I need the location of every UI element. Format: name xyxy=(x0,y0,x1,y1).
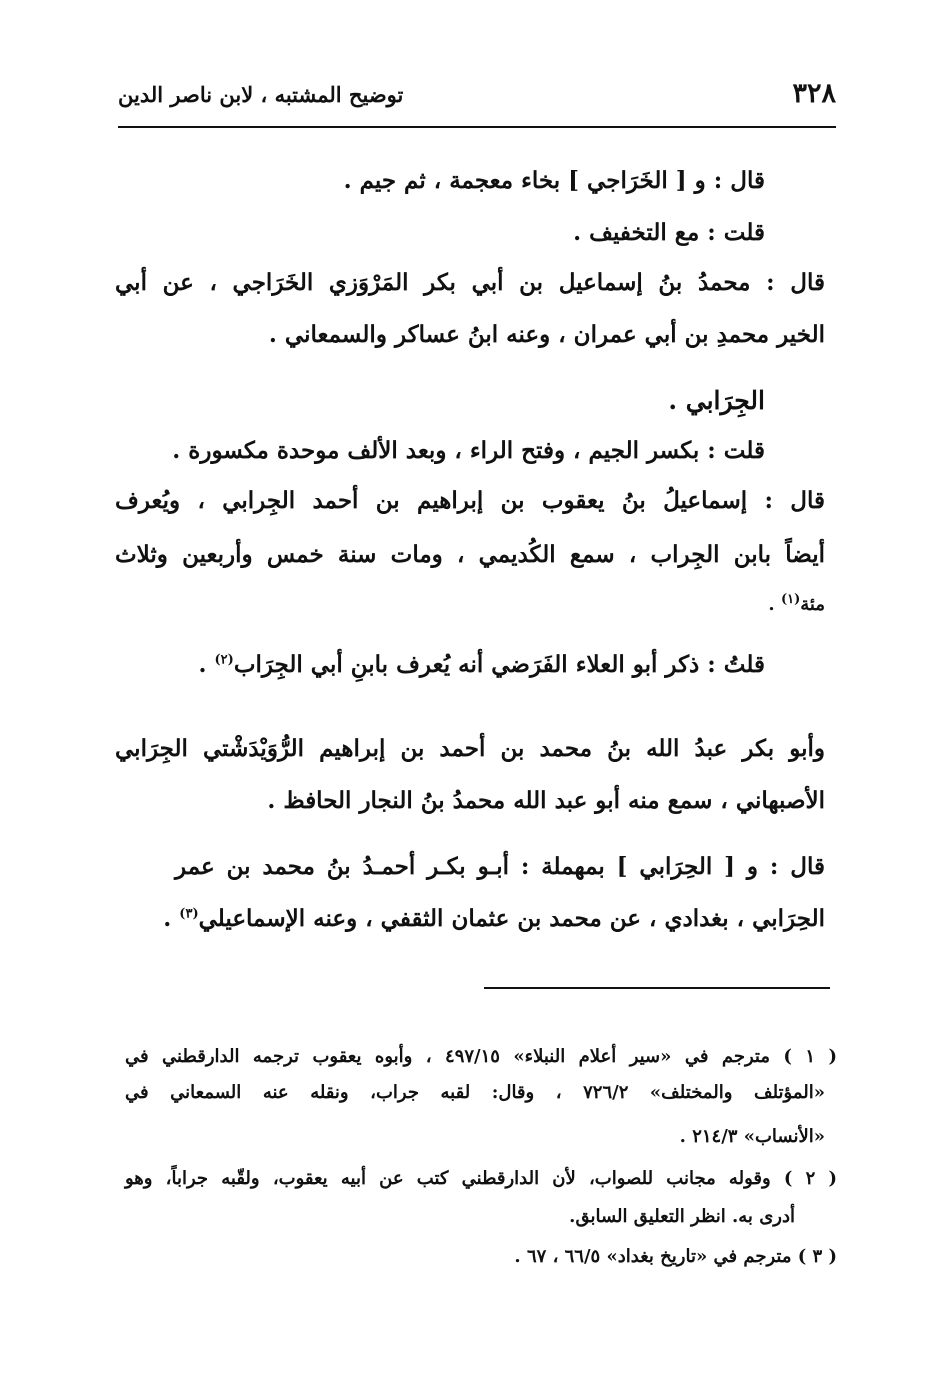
body-line: قال : إسماعيلُ بنُ يعقوب بن إبراهيم بن أحمد الجِرابي ، ويُعرف xyxy=(115,487,825,514)
footnote-rule xyxy=(484,987,830,989)
body-line: قال : و [ الحِرَابي ] بمهملة : أبـو بكـر أحمـدُ بنُ محمد بن عمر xyxy=(175,853,825,880)
body-line: الأصبهاني ، سمع منه أبو عبد الله محمدُ بنُ النجار الحافظ . xyxy=(267,787,825,814)
body-line: قلت : مع التخفيف . xyxy=(573,219,765,246)
running-title: توضيح المشتبه ، لابن ناصر الدين xyxy=(118,82,404,107)
body-line: وأبو بكر عبدُ الله بنُ محمد بن أحمد بن إبراهيم الرُّوَيْدَشْتي الجِرَابي xyxy=(115,735,825,762)
body-line: الخير محمدِ بن أبي عمران ، وعنه ابنُ عساكر والسمعاني . xyxy=(268,321,825,348)
body-line: قال : محمدُ بنُ إسماعيل بن أبي بكر المَرْوَزي الخَرَاجي ، عن أبي xyxy=(115,269,825,296)
body-line: قلت : بكسر الجيم ، وفتح الراء ، وبعد الألف موحدة مكسورة . xyxy=(172,437,765,464)
page-header xyxy=(118,76,836,118)
footnote-line: ( ١ ) مترجم في «سير أعلام النبلاء» ٤٩٧/١٥ ، وأبوه يعقوب ترجمه الدارقطني في xyxy=(125,1046,837,1067)
body-line: أيضاً بابن الجِراب ، سمع الكُديمي ، ومات سنة خمس وأربعين وثلاث xyxy=(115,541,825,568)
entry-heading: الجِرَابي . xyxy=(668,386,765,415)
body-line: قلتُ : ذكر أبو العلاء الفَرَضي أنه يُعرف بابنِ أبي الجِرَاب$^{(٢)}$ . xyxy=(198,651,765,678)
footnote-ref: (٣) xyxy=(179,906,199,922)
footnote-line: «الأنساب» ٢١٤/٣ . xyxy=(679,1126,825,1147)
footnote-line: ( ٣ ) مترجم في «تاريخ بغداد» ٦٦/٥ ، ٦٧ . xyxy=(514,1246,837,1267)
footnote-line: «المؤتلف والمختلف» ٧٢٦/٢ ، وقال: لقبه جراب، ونقله عنه السمعاني في xyxy=(125,1082,825,1103)
header-rule xyxy=(118,126,836,128)
page-number: ٣٢٨ xyxy=(792,78,836,109)
body-line: مئة$^{(١)}$ . xyxy=(768,592,825,615)
body-line: قال : و [ الخَرَاجي ] بخاء معجمة ، ثم جيم . xyxy=(343,167,765,194)
footnote-line: أدرى به. انظر التعليق السابق. xyxy=(569,1206,795,1227)
body-line: الحِرَابي ، بغدادي ، عن محمد بن عثمان الثقفي ، وعنه الإسماعيلي$^{(٣)}$ . xyxy=(163,905,825,932)
footnote-line: ( ٢ ) وقوله مجانب للصواب، لأن الدارقطني كتب عن أبيه يعقوب، ولقّبه جراباً، وهو xyxy=(125,1168,837,1189)
footnote-ref: (١) xyxy=(780,592,801,607)
footnote-ref: (٢) xyxy=(214,652,234,668)
